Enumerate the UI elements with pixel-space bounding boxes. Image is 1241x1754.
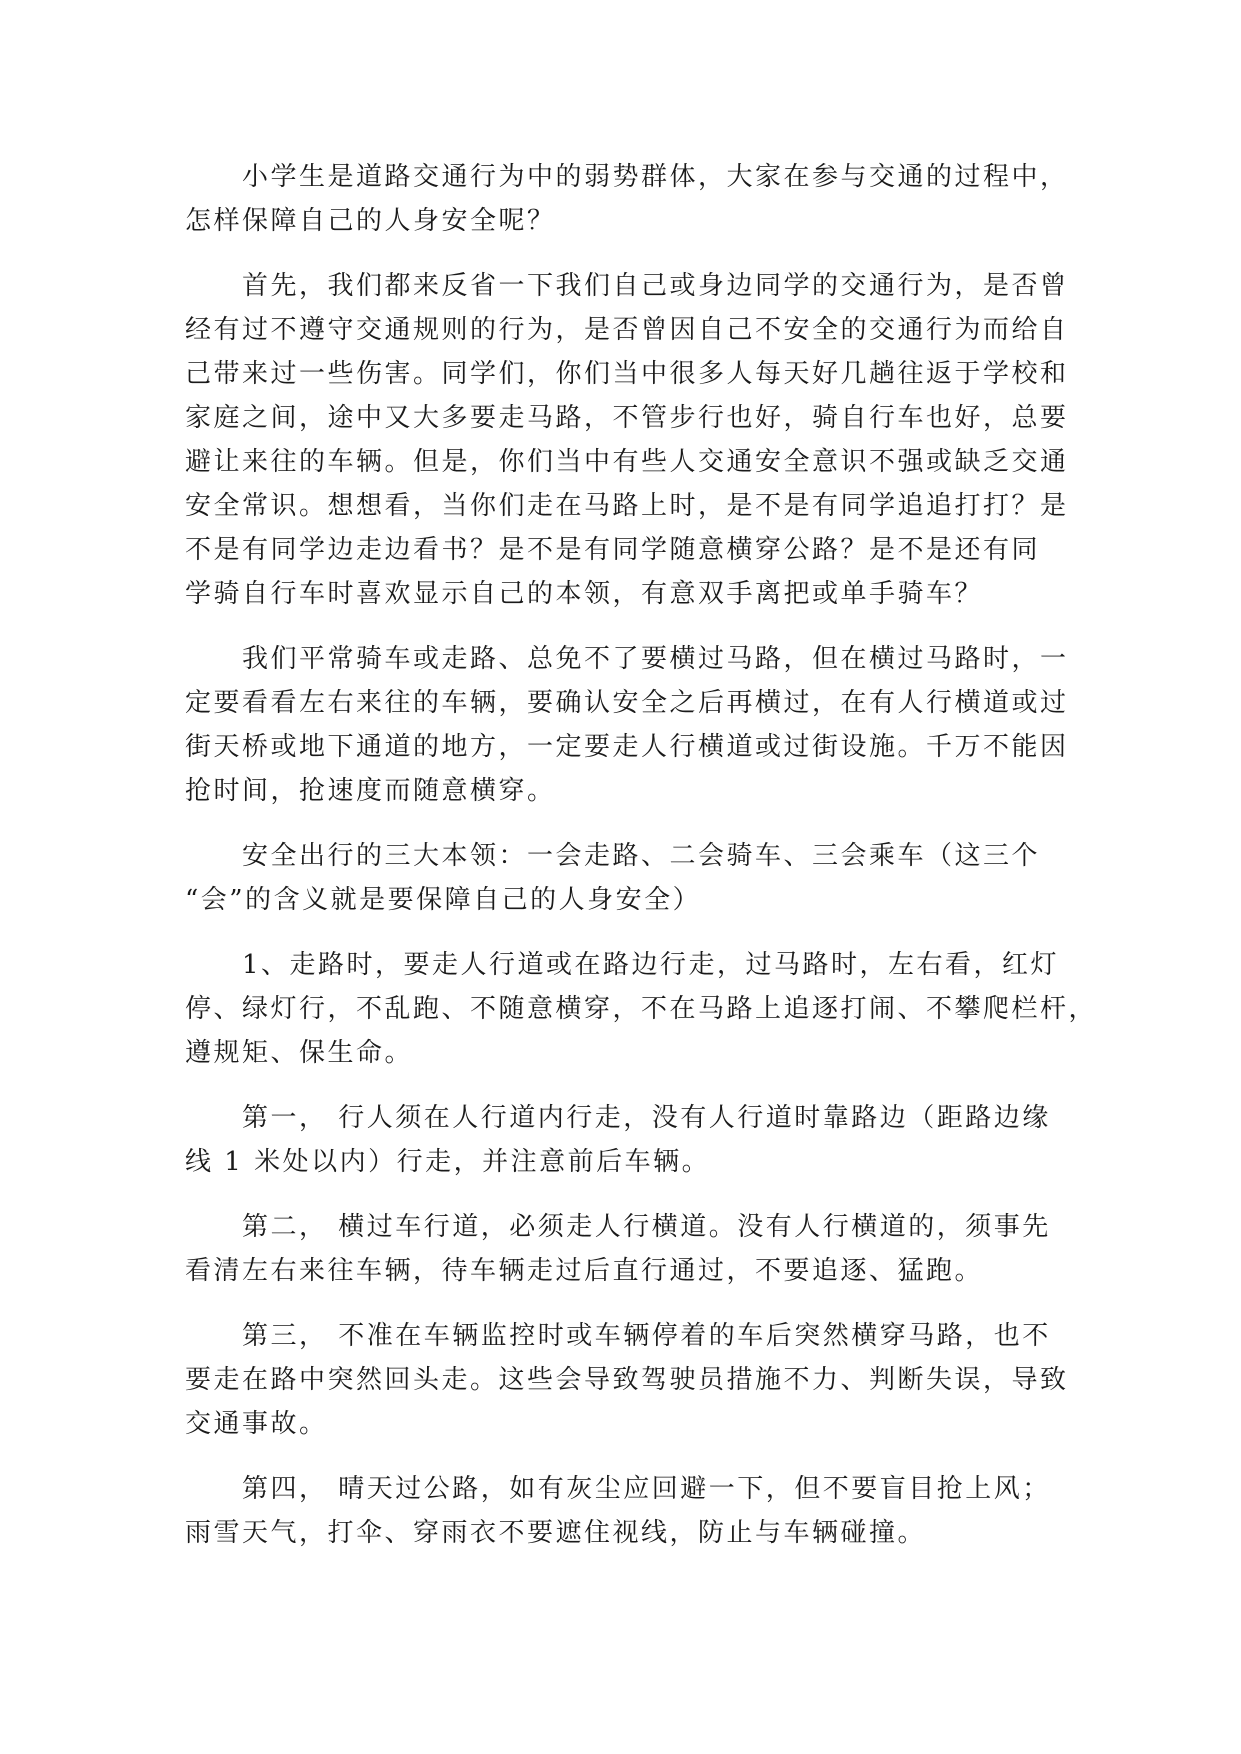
document-body (185, 155, 1098, 1576)
text-line: 不是有同学边走边看书？是不是有同学随意横穿公路？是不是还有同 (185, 535, 1041, 565)
text-line: 小学生是道路交通行为中的弱势群体，大家在参与交通的过程中， (242, 162, 1069, 192)
text-line: 安全常识。想想看，当你们走在马路上时，是不是有同学追追打打？是 (185, 491, 1069, 521)
text-line: 怎样保障自己的人身安全呢？ (185, 206, 556, 236)
paragraph-1 (185, 155, 1080, 243)
text-line: 定要看看左右来往的车辆，要确认安全之后再横过，在有人行横道或过 (185, 688, 1069, 718)
text-line: 抢时间，抢速度而随意横穿。 (185, 776, 556, 806)
paragraph-7 (185, 1205, 1080, 1293)
text-line: 经有过不遵守交通规则的行为，是否曾因自己不安全的交通行为而给自 (185, 315, 1069, 345)
text-line: 第三， 不准在车辆监控时或车辆停着的车后突然横穿马路，也不 (242, 1321, 1051, 1351)
text-line: 停、绿灯行，不乱跑、不随意横穿，不在马路上追逐打闹、不攀爬栏杆， (185, 994, 1098, 1024)
paragraph-5 (185, 943, 1098, 1075)
text-line: “会”的含义就是要保障自己的人身安全） (185, 885, 702, 915)
text-line: 学骑自行车时喜欢显示自己的本领，有意双手离把或单手骑车？ (185, 579, 984, 609)
paragraph-2 (185, 264, 1080, 616)
text-line: 1、走路时，要走人行道或在路边行走，过马路时，左右看，红灯 (242, 950, 1060, 980)
text-line: 第二， 横过车行道，必须走人行横道。没有人行横道的，须事先 (242, 1212, 1051, 1242)
text-line: 避让来往的车辆。但是，你们当中有些人交通安全意识不强或缺乏交通 (185, 447, 1069, 477)
text-line: 遵规矩、保生命。 (185, 1038, 414, 1068)
text-line: 要走在路中突然回头走。这些会导致驾驶员措施不力、判断失误，导致 (185, 1365, 1069, 1395)
text-line: 己带来过一些伤害。同学们，你们当中很多人每天好几趟往返于学校和 (185, 359, 1069, 389)
text-line: 雨雪天气，打伞、穿雨衣不要遮住视线，防止与车辆碰撞。 (185, 1518, 927, 1548)
paragraph-9 (185, 1467, 1080, 1555)
paragraph-3 (185, 637, 1080, 813)
text-line: 我们平常骑车或走路、总免不了要横过马路，但在横过马路时，一 (242, 644, 1069, 674)
text-line: 街天桥或地下通道的地方，一定要走人行横道或过街设施。千万不能因 (185, 732, 1069, 762)
text-line: 交通事故。 (185, 1409, 328, 1439)
paragraph-6 (185, 1096, 1080, 1184)
text-line: 线 1 米处以内）行走，并注意前后车辆。 (185, 1147, 711, 1177)
text-line: 第四， 晴天过公路，如有灰尘应回避一下，但不要盲目抢上风； (242, 1474, 1051, 1504)
text-line: 首先，我们都来反省一下我们自己或身边同学的交通行为，是否曾 (242, 271, 1069, 301)
text-line: 安全出行的三大本领：一会走路、二会骑车、三会乘车（这三个 (242, 841, 1041, 871)
text-line: 第一， 行人须在人行道内行走，没有人行道时靠路边（距路边缘 (242, 1103, 1051, 1133)
text-line: 家庭之间，途中又大多要走马路，不管步行也好，骑自行车也好，总要 (185, 403, 1069, 433)
paragraph-8 (185, 1314, 1080, 1446)
paragraph-4 (185, 834, 1080, 922)
text-line: 看清左右来往车辆，待车辆走过后直行通过，不要追逐、猛跑。 (185, 1256, 984, 1286)
